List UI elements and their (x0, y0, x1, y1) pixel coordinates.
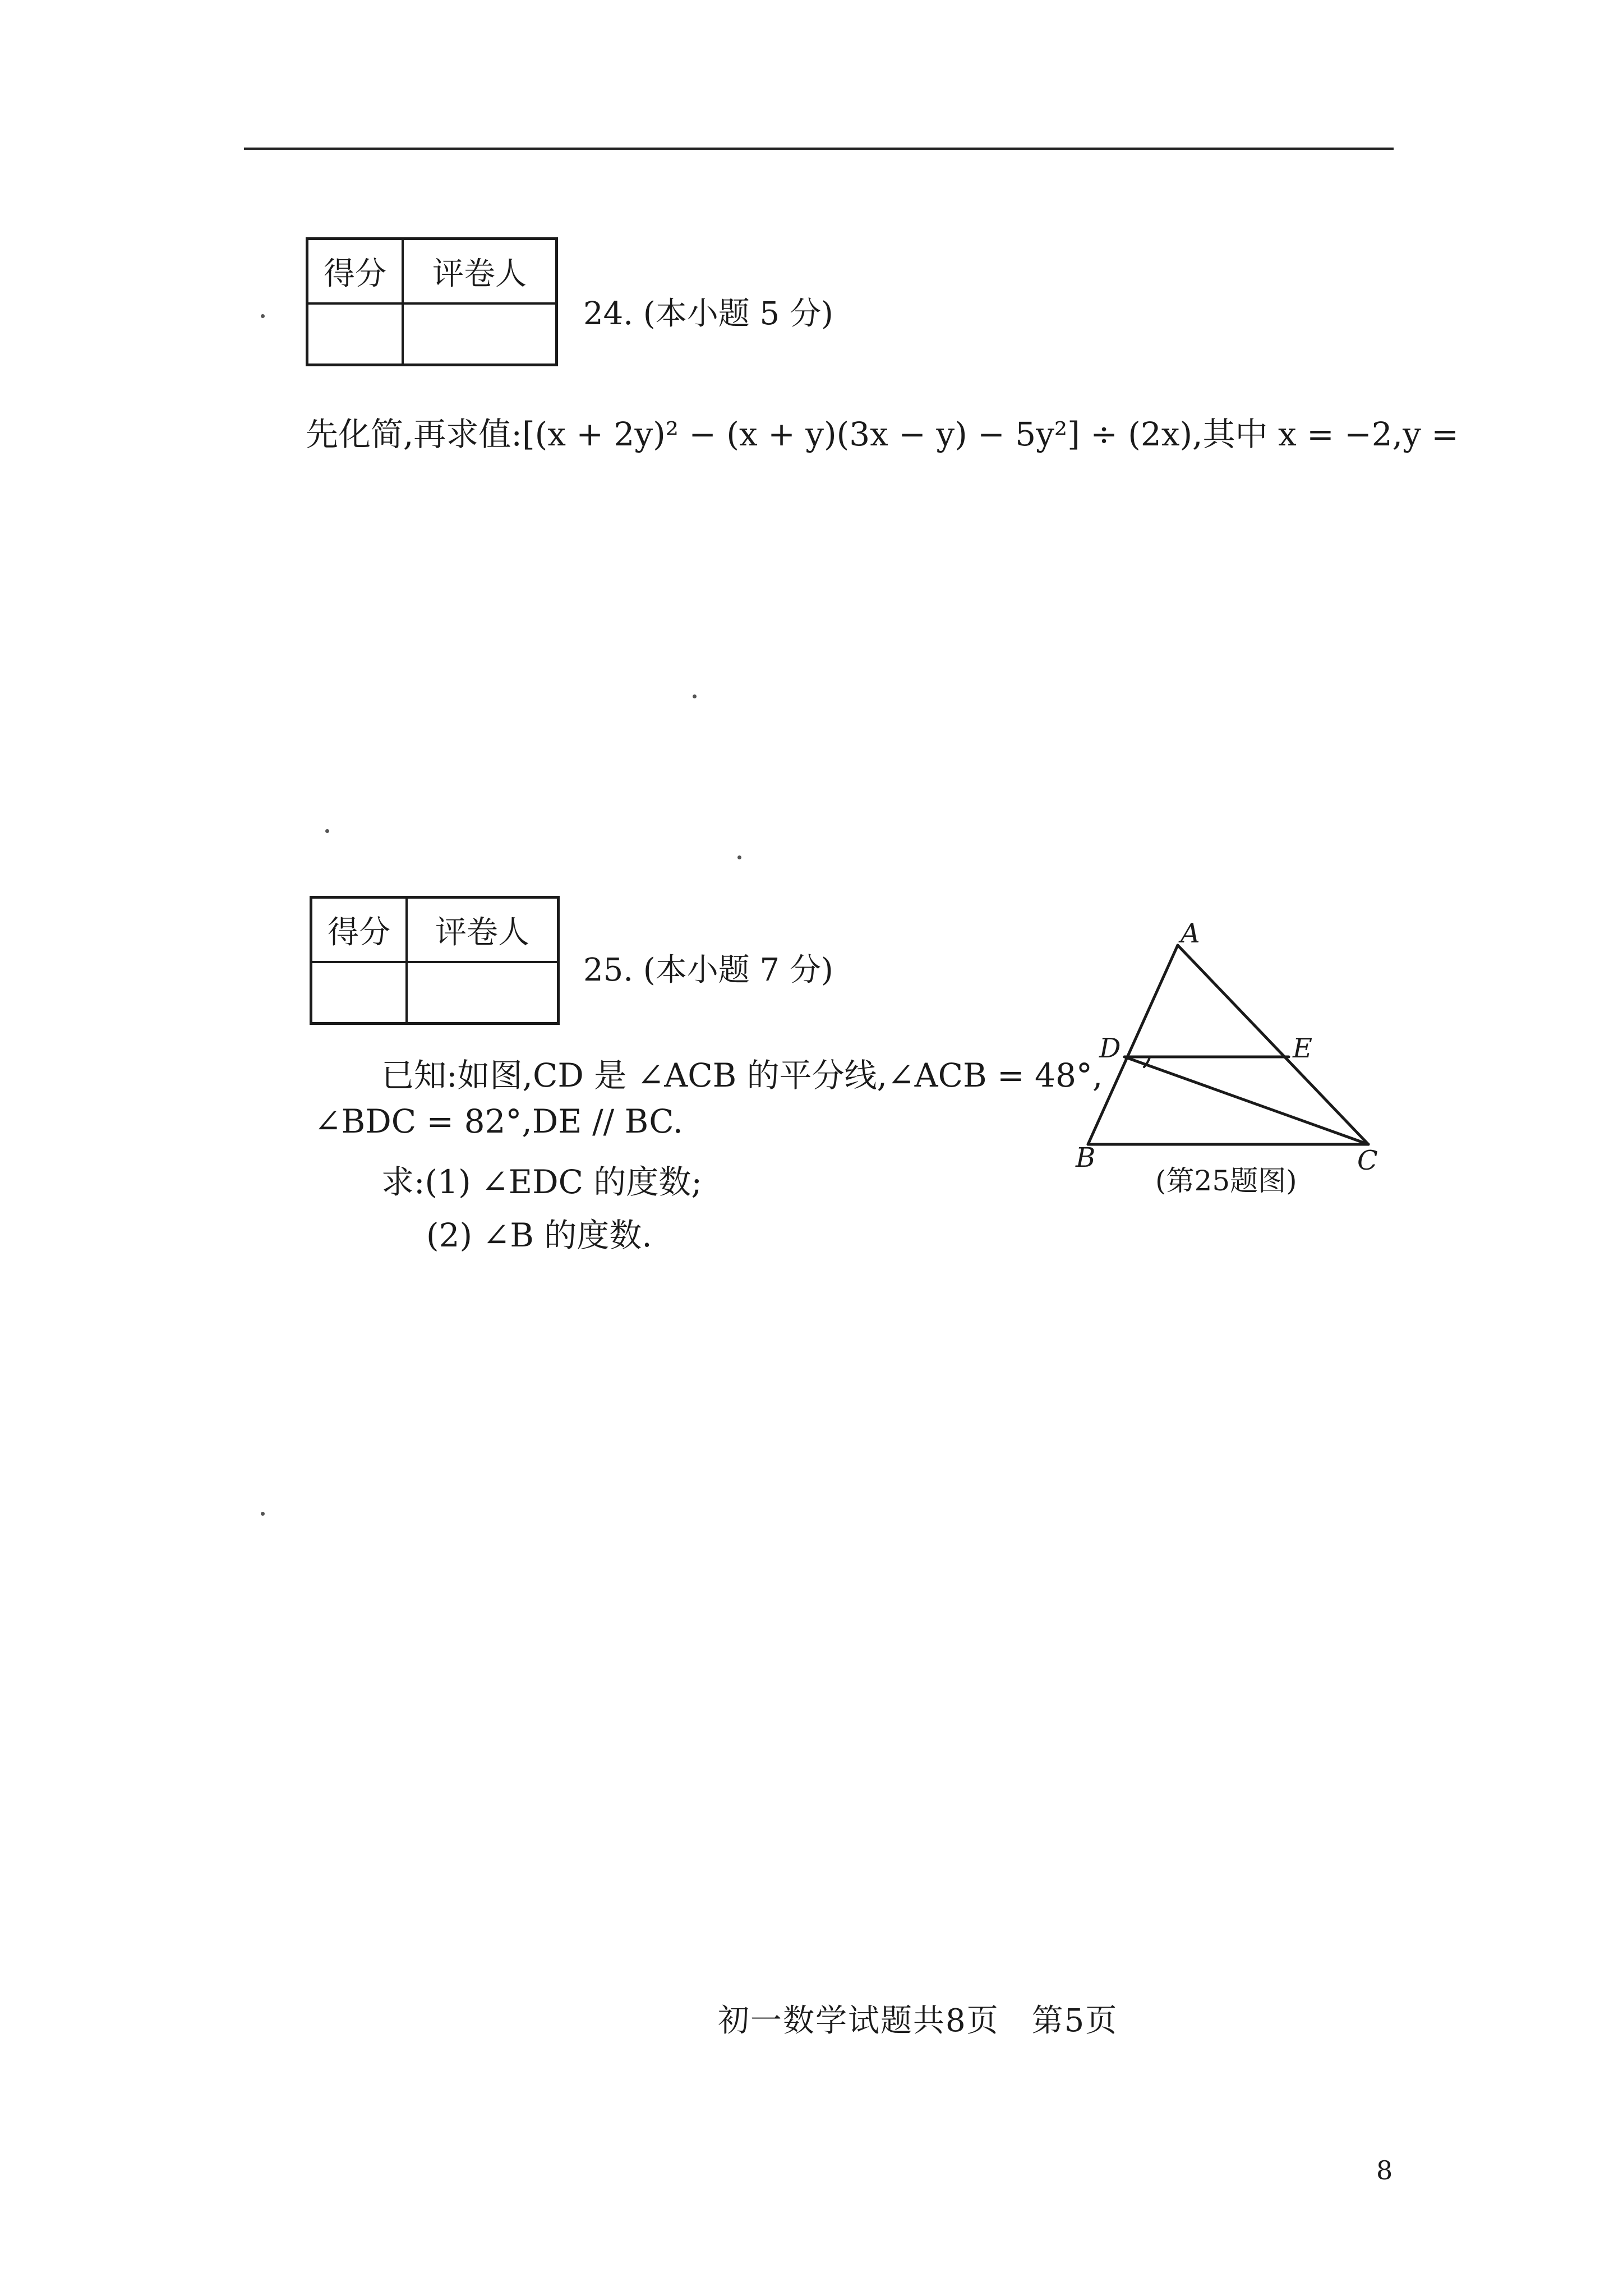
question-24-text: 先化简,再求值:[(x + 2y)² − (x + y)(3x − y) − 5y²] ÷ (2x),其中 x = −2,y = (306, 415, 1459, 453)
score-label: 得分 (308, 240, 404, 305)
score-box-24 (306, 237, 558, 366)
score-cell (308, 305, 404, 364)
segment-dc (1124, 1057, 1368, 1144)
grader-label: 评卷人 (404, 240, 555, 305)
score-box-25 (310, 896, 560, 1025)
question-25-given-line2: ∠BDC = 82°,DE // BC. (314, 1102, 684, 1140)
question-25-ask-1: 求:(1) ∠EDC 的度数; (381, 1163, 702, 1201)
page-number: 8 (1376, 2155, 1393, 2185)
scan-speck (693, 694, 697, 698)
label-e: E (1293, 1033, 1313, 1064)
question-25-title: 25. (本小题 7 分) (583, 952, 833, 988)
question-25-ask-2: (2) ∠B 的度数. (426, 1216, 652, 1254)
scan-speck (261, 1512, 265, 1516)
header-rule (244, 148, 1394, 150)
footer-page-info: 初一数学试题共8页 第5页 (718, 2003, 1118, 2039)
grader-cell (408, 963, 557, 1022)
segment-ac (1178, 945, 1368, 1144)
grader-cell (404, 305, 555, 364)
figure-caption: (第25题图) (1155, 1165, 1297, 1197)
label-b: B (1076, 1142, 1096, 1174)
score-cell (312, 963, 408, 1022)
triangle-figure (1066, 920, 1402, 1189)
score-label: 得分 (312, 899, 408, 963)
scan-speck (261, 314, 265, 318)
label-a: A (1181, 920, 1200, 949)
grader-label: 评卷人 (408, 899, 557, 963)
question-24-title: 24. (本小题 5 分) (583, 296, 833, 332)
scan-speck (737, 855, 741, 859)
label-c: C (1357, 1145, 1378, 1176)
label-d: D (1099, 1033, 1121, 1064)
question-25-given-line1: 已知:如图,CD 是 ∠ACB 的平分线,∠ACB = 48°, (381, 1056, 1103, 1094)
scan-speck (325, 829, 329, 833)
